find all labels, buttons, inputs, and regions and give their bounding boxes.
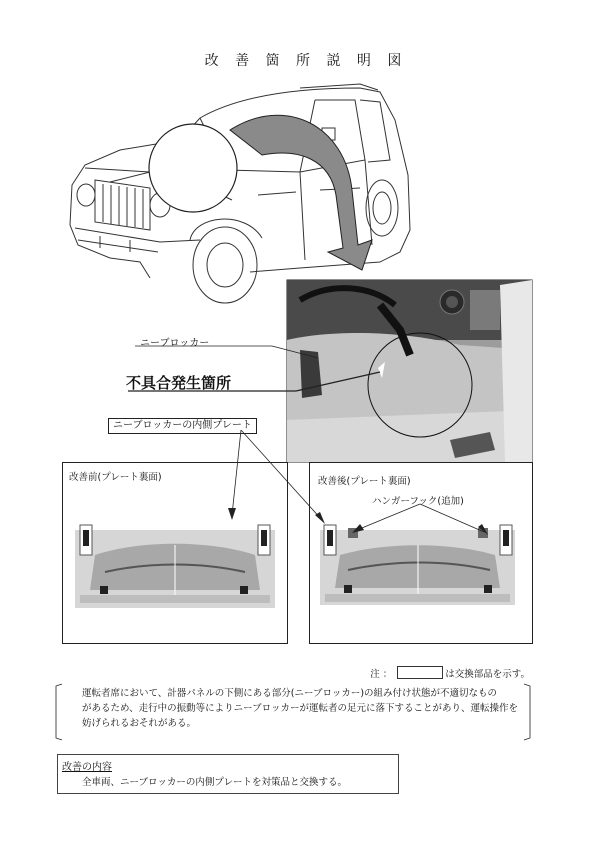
before-box-label: 改善前(プレート裏面) <box>69 472 162 483</box>
interior-photo <box>287 280 532 462</box>
legend-swatch <box>397 666 443 679</box>
hanger-hook-label: ハンガーフック(追加) <box>372 496 464 507</box>
description-line: 運転者席において、計器パネルの下側にある部分(ニーブロッカー)の組み付け状態が不適切なもの <box>82 688 498 699</box>
legend-note <box>370 666 530 680</box>
before-box <box>62 462 288 644</box>
page-title: 改 善 箇 所 説 明 図 <box>204 53 408 69</box>
defect-description <box>82 686 522 731</box>
vehicle-illustration <box>70 84 410 303</box>
description-line: があるため、走行中の振動等によりニーブロッカーが運転者の足元に落下することがあり、運転操作を <box>82 703 518 714</box>
legend-prefix: 注 ： <box>370 669 393 680</box>
improvement-box <box>57 754 399 794</box>
improvement-title: 改善の内容 <box>62 762 112 773</box>
inner-plate-label: ニーブロッカーの内側プレート <box>108 418 257 434</box>
after-box <box>309 462 533 644</box>
improvement-text: 全車両、ニーブロッカーの内側プレートを対策品と交換する。 <box>82 777 347 788</box>
legend-suffix: は交換部品を示す。 <box>445 669 530 680</box>
description-line: 妨げられるおそれがある。 <box>82 718 197 729</box>
magnify-circle <box>149 124 237 212</box>
after-box-label: 改善後(プレート裏面) <box>318 476 411 487</box>
knee-blocker-label: ニーブロッカー <box>140 338 210 349</box>
defect-location-label: 不具合発生箇所 <box>126 374 232 392</box>
